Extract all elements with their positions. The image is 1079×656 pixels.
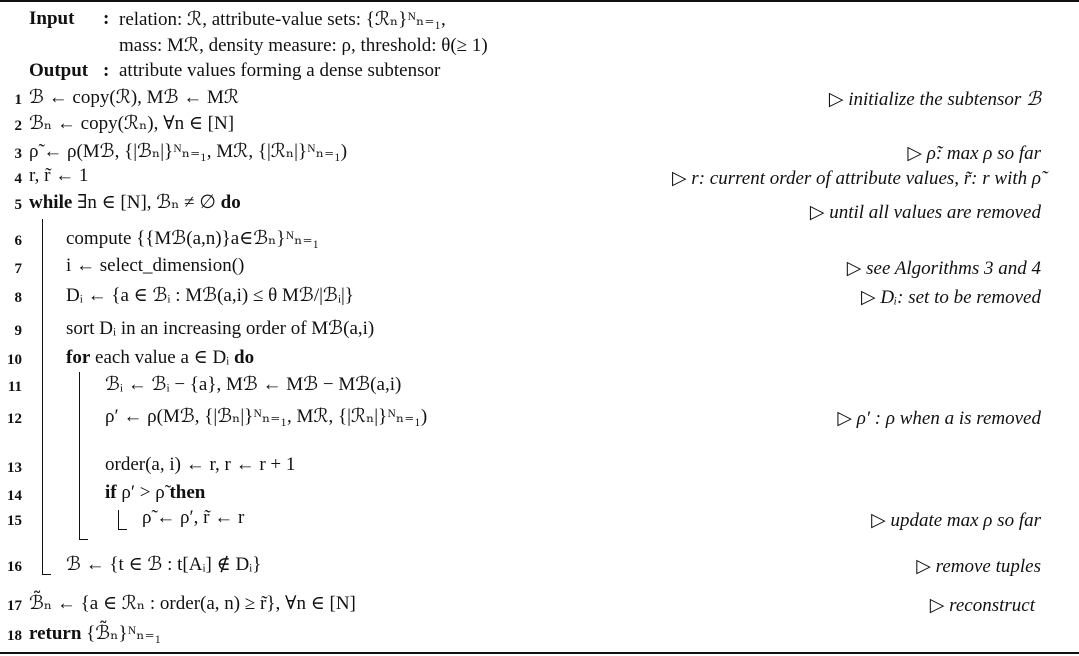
line-comment: ▷ update max ρ so far — [871, 510, 1041, 531]
line-comment: ▷ reconstruct — [929, 595, 1035, 616]
line-number: 1 — [14, 92, 22, 108]
line-number: 18 — [7, 628, 22, 644]
keyword-do: do — [234, 347, 255, 368]
line-number: 2 — [14, 118, 22, 134]
line-code: ρ′ > ρ̃ — [116, 482, 170, 503]
for-block-bar — [79, 372, 80, 540]
line-number: 6 — [14, 233, 22, 249]
algo-line-16 — [0, 551, 1079, 581]
algo-line-5 — [0, 189, 1079, 223]
line-comment: ▷ ρ′ : ρ when a is removed — [837, 408, 1041, 429]
line-code: ρ′ ← ρ(Mℬ, {|ℬₙ|}ᴺₙ₌₁, Mℛ, {|ℛₙ|}ᴺₙ₌₁) — [105, 406, 428, 427]
line-number: 13 — [7, 460, 22, 476]
algo-line-11 — [0, 371, 1079, 401]
algo-line-8 — [0, 282, 1079, 312]
for-block-foot — [79, 539, 88, 540]
input-line-2: mass: Mℛ, density measure: ρ, threshold: θ(≥ 1) — [119, 35, 488, 56]
line-number: 11 — [7, 379, 22, 395]
algo-line-6 — [0, 225, 1079, 255]
line-number: 16 — [7, 559, 22, 575]
line-code: ℬₙ ← copy(ℛₙ), ∀n ∈ [N] — [29, 113, 235, 134]
line-code: order(a, i) ← r, r ← r + 1 — [105, 454, 296, 475]
line-comment: ▷ initialize the subtensor ℬ — [828, 89, 1041, 110]
line-number: 3 — [14, 146, 22, 162]
line-code: each value a ∈ Dᵢ — [90, 347, 235, 368]
line-code: sort Dᵢ in an increasing order of Mℬ(a,i) — [66, 318, 375, 339]
line-code: ℬ̃ₙ ← {a ∈ ℛₙ : order(a, n) ≥ r̃}, ∀n ∈ [N] — [29, 593, 356, 614]
line-code: ℬᵢ ← ℬᵢ − {a}, Mℬ ← Mℬ − Mℬ(a,i) — [105, 374, 402, 395]
if-block-foot — [118, 529, 127, 530]
line-code: Dᵢ ← {a ∈ ℬᵢ : Mℬ(a,i) ≤ θ Mℬ/|ℬᵢ|} — [66, 285, 354, 306]
line-comment: ▷ see Algorithms 3 and 4 — [846, 258, 1041, 279]
line-comment: ▷ r: current order of attribute values, r̃: r with ρ̃ — [671, 168, 1041, 189]
while-block-bar — [42, 219, 43, 575]
line-comment: ▷ until all values are removed — [809, 202, 1041, 223]
algo-line-13 — [0, 452, 1079, 482]
line-number: 9 — [14, 323, 22, 339]
line-number: 4 — [14, 171, 22, 187]
line-number: 5 — [14, 197, 22, 213]
keyword-then: then — [169, 482, 206, 503]
line-code: i ← select_dimension() — [66, 255, 245, 276]
line-code: ℬ ← {t ∈ ℬ : t[Aᵢ] ∉ Dᵢ} — [66, 554, 262, 575]
algo-line-17 — [0, 590, 1079, 620]
algo-line-9 — [0, 315, 1079, 345]
line-number: 14 — [7, 488, 22, 504]
keyword-for: for — [66, 347, 91, 368]
top-rule — [0, 0, 1079, 2]
bottom-rule — [0, 652, 1079, 654]
line-code: compute {{Mℬ(a,n)}a∈ℬₙ}ᴺₙ₌₁ — [66, 228, 320, 249]
while-block-foot — [42, 574, 51, 575]
line-comment: ▷ remove tuples — [916, 556, 1041, 577]
line-comment: ▷ ρ̃: max ρ so far — [907, 143, 1041, 164]
line-number: 15 — [7, 513, 22, 529]
keyword-if: if — [105, 482, 117, 503]
line-code: ρ̃ ← ρ(Mℬ, {|ℬₙ|}ᴺₙ₌₁, Mℛ, {|ℛₙ|}ᴺₙ₌₁) — [29, 141, 348, 162]
line-comment: ▷ Dᵢ: set to be removed — [861, 287, 1041, 308]
algo-line-12 — [0, 403, 1079, 433]
algo-line-10 — [0, 344, 1079, 374]
input-separator: : — [103, 8, 110, 29]
line-number: 10 — [7, 352, 22, 368]
line-code: r, r̃ ← 1 — [29, 165, 89, 186]
line-code: ρ̃ ← ρ′, r̃ ← r — [142, 507, 245, 528]
if-block-bar — [118, 510, 119, 530]
output-label: Output — [29, 60, 89, 81]
line-number: 12 — [7, 411, 22, 427]
input-line-1: relation: ℛ, attribute-value sets: {ℛₙ}ᴺₙ₌₁, — [119, 9, 446, 30]
keyword-while: while — [29, 192, 73, 213]
line-number: 17 — [7, 598, 22, 614]
line-code: ∃n ∈ [N], ℬₙ ≠ ∅ — [72, 192, 221, 213]
line-number: 8 — [14, 290, 22, 306]
algo-line-2 — [0, 110, 1079, 140]
input-label: Input — [29, 8, 75, 29]
keyword-do: do — [220, 192, 241, 213]
algo-line-7 — [0, 253, 1079, 283]
algo-line-18 — [0, 620, 1079, 650]
output-separator: : — [103, 60, 110, 81]
line-number: 7 — [14, 261, 22, 277]
keyword-return: return — [29, 623, 82, 644]
line-code: ℬ ← copy(ℛ), Mℬ ← Mℛ — [29, 87, 240, 108]
output-text: attribute values forming a dense subtensor — [119, 60, 441, 81]
algo-line-15 — [0, 505, 1079, 535]
line-code: {ℬ̃ₙ}ᴺₙ₌₁ — [81, 623, 162, 644]
